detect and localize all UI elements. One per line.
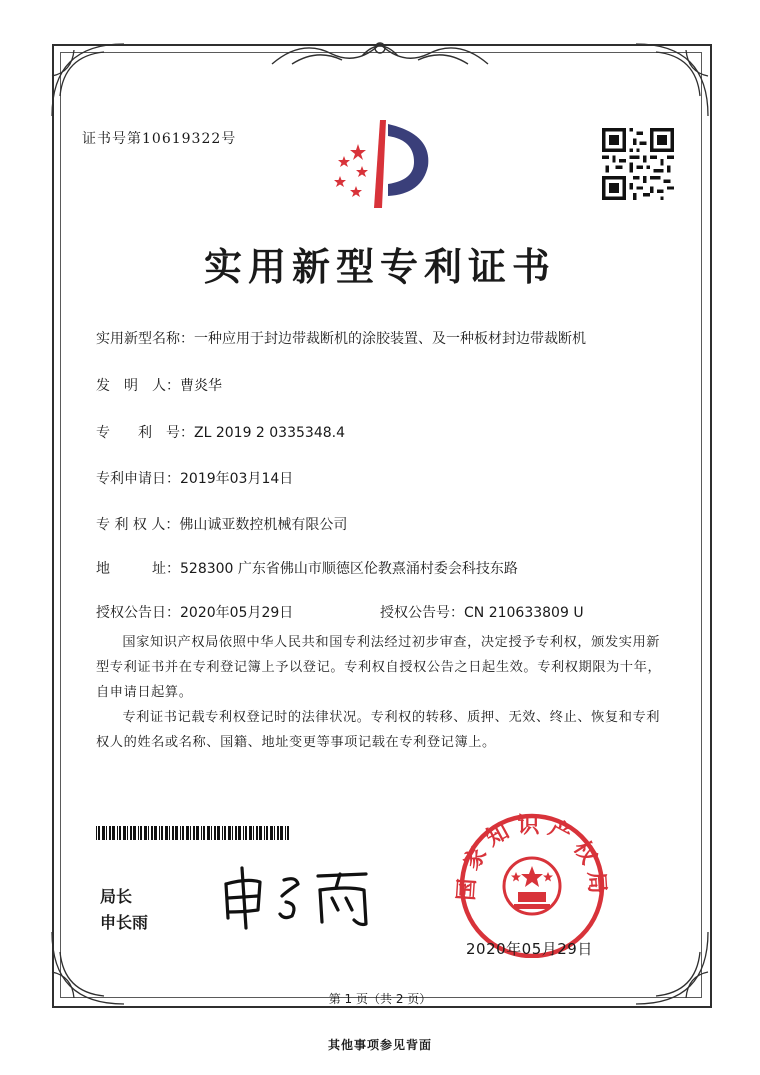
field-patent-number xyxy=(96,422,345,442)
director-title: 局长 xyxy=(100,887,133,906)
field-value: ZL 2019 2 0335348.4 xyxy=(194,425,345,441)
seal-date: 2020年05月29日 xyxy=(466,940,593,958)
barcode-icon xyxy=(96,826,292,840)
top-ornament-icon xyxy=(262,34,498,70)
body-paragraph: 专利证书记载专利权登记时的法律状况。专利权的转移、质押、无效、终止、恢复和专利权人的姓名或名称、国籍、地址变更等事项记载在专利登记簿上。 xyxy=(96,710,661,750)
director-name: 申长雨 xyxy=(100,913,149,932)
field-value: 2019年03月14日 xyxy=(180,471,294,487)
field-utility-model-name xyxy=(96,328,586,348)
certificate-title: 实用新型专利证书 xyxy=(203,245,556,289)
seal-text: 国家知识产权局 xyxy=(454,813,610,902)
director-signature-icon xyxy=(214,862,384,932)
official-seal-icon xyxy=(452,808,612,958)
field-label: 地 址： xyxy=(96,561,180,577)
corner-ornament-icon xyxy=(626,36,716,126)
field-value: 一种应用于封边带裁断机的涂胶装置、及一种板材封边带裁断机 xyxy=(194,331,586,347)
field-label: 专 利 权 人： xyxy=(96,517,180,533)
field-grant-date xyxy=(96,602,293,622)
patent-office-logo-icon xyxy=(322,114,438,212)
field-label: 实用新型名称： xyxy=(96,331,194,347)
field-label: 专 利 号： xyxy=(96,425,194,441)
field-inventor xyxy=(96,375,222,395)
field-label: 发 明 人： xyxy=(96,378,180,394)
field-value: 曹炎华 xyxy=(180,378,222,394)
field-application-date xyxy=(96,468,293,488)
footer-note: 其他事项参见背面 xyxy=(327,1038,432,1052)
field-address xyxy=(96,558,518,578)
field-value: 2020年05月29日 xyxy=(180,605,294,621)
page-number: 第 1 页（共 2 页） xyxy=(328,992,432,1006)
corner-ornament-icon xyxy=(44,36,134,126)
field-patentee xyxy=(96,514,347,534)
field-grant-number xyxy=(380,602,584,622)
field-label: 专利申请日： xyxy=(96,471,180,487)
certificate-number: 证书号第10619322号 xyxy=(82,131,237,147)
field-value: 佛山诚亚数控机械有限公司 xyxy=(179,517,348,533)
body-paragraph: 国家知识产权局依照中华人民共和国专利法经过初步审查，决定授予专利权，颁发实用新型专利证书并在专利登记簿上予以登记。专利权自授权公告之日起生效。专利权期限为十年，自申请日起算。 xyxy=(96,635,662,700)
qr-code-icon xyxy=(602,128,674,200)
field-label: 授权公告日： xyxy=(96,605,180,621)
field-value: CN 210633809 U xyxy=(464,605,584,621)
field-label: 授权公告号： xyxy=(380,605,464,621)
field-value: 528300 广东省佛山市顺德区伦教熹涌村委会科技东路 xyxy=(180,561,518,577)
